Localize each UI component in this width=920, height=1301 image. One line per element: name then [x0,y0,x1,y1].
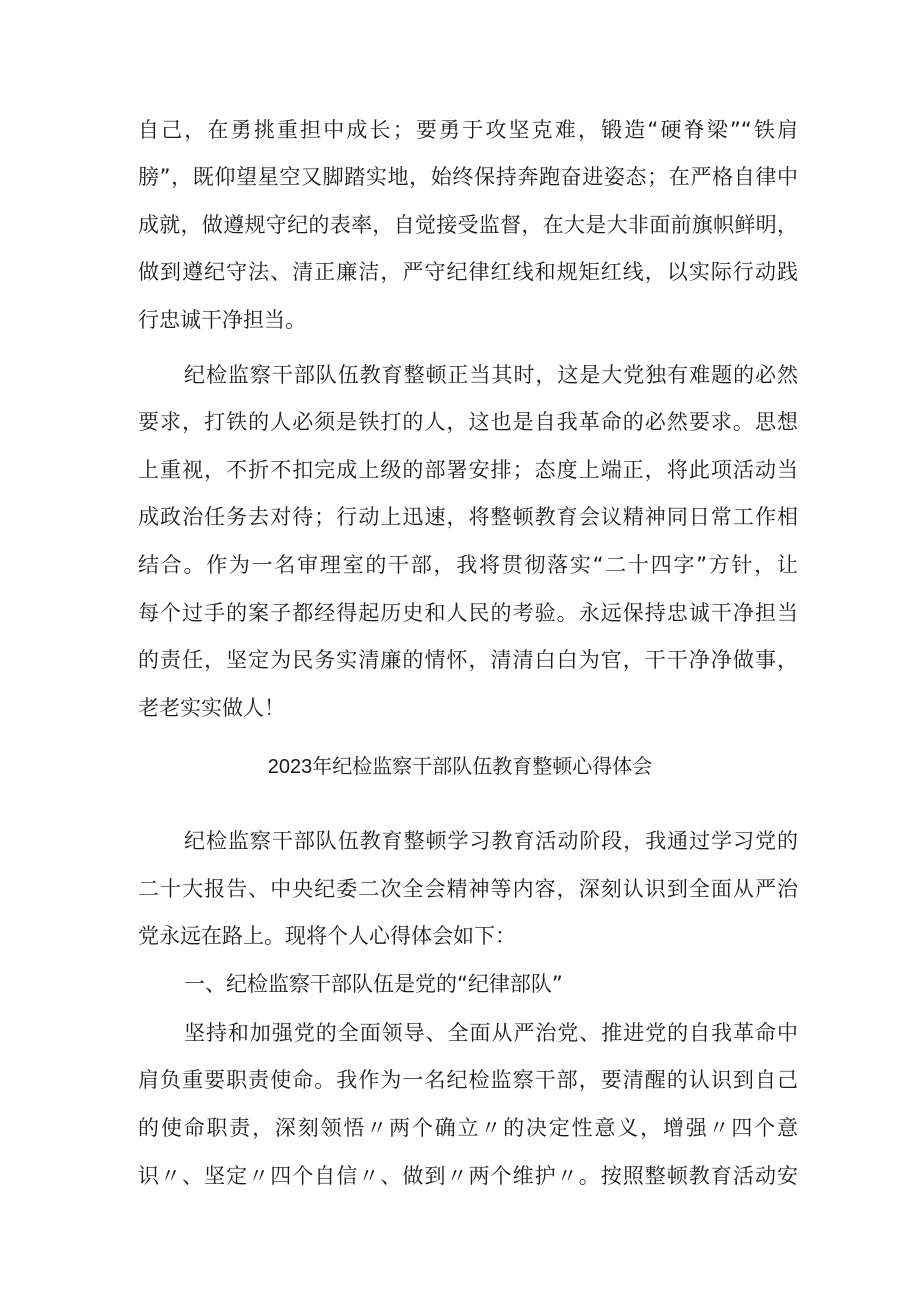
para1-line-3: 成就，做遵规守纪的表率，自觉接受监督，在大是大非面前旗帜鲜明， [138,213,798,237]
para2-line-5: 结合。作为一名审理室的干部，我将贯彻落实“二十四字”方针，让 [138,553,798,577]
para2-line-4: 成政治任务去对待；行动上迅速，将整顿教育会议精神同日常工作相 [138,505,798,529]
para1-line-2: 膀”，既仰望星空又脚踏实地，始终保持奔跑奋进姿态；在严格自律中 [138,165,798,189]
para2-line-6: 每个过手的案子都经得起历史和人民的考验。永远保持忠诚干净担当 [138,601,798,625]
para4-line-2: 肩负重要职责使命。我作为一名纪检监察干部，要清醒的认识到自己 [138,1068,798,1092]
para1-line-5: 行忠诚干净担当。 [138,308,306,332]
para2-line-3: 上重视，不折不扣完成上级的部署安排；态度上端正，将此项活动当 [138,458,798,482]
para4-line-1: 坚持和加强党的全面领导、全面从严治党、推进党的自我革命中 [184,1021,798,1045]
para1-line-1: 自己，在勇挑重担中成长；要勇于攻坚克难，锻造“硬脊梁”“铁肩 [138,118,798,142]
para2-line-2: 要求，打铁的人必须是铁打的人，这也是自我革命的必然要求。思想 [138,410,798,434]
para2-line-1: 纪检监察干部队伍教育整顿正当其时，这是大党独有难题的必然 [184,363,798,387]
para4-line-4: 识〃、坚定〃四个自信〃、做到〃两个维护〃。按照整顿教育活动安 [138,1164,798,1188]
document-title: 2023年纪检监察干部队伍教育整顿心得体会 [267,756,653,778]
para1-line-4: 做到遵纪守法、清正廉洁，严守纪律红线和规矩红线，以实际行动践 [138,260,798,284]
para3-line-1: 纪检监察干部队伍教育整顿学习教育活动阶段，我通过学习党的 [184,829,798,853]
section-heading-1: 一、纪检监察干部队伍是党的“纪律部队” [184,972,563,996]
para2-line-7: 的责任，坚定为民务实清廉的情怀，清清白白为官，干干净净做事， [138,648,798,672]
para3-line-2: 二十大报告、中央纪委二次全会精神等内容，深刻认识到全面从严治 [138,877,798,901]
para4-line-3: 的使命职责，深刻领悟〃两个确立〃的决定性意义，增强〃四个意 [138,1116,798,1140]
para3-line-3: 党永远在路上。现将个人心得体会如下： [138,924,516,948]
para2-line-8: 老老实实做人！ [138,696,285,720]
